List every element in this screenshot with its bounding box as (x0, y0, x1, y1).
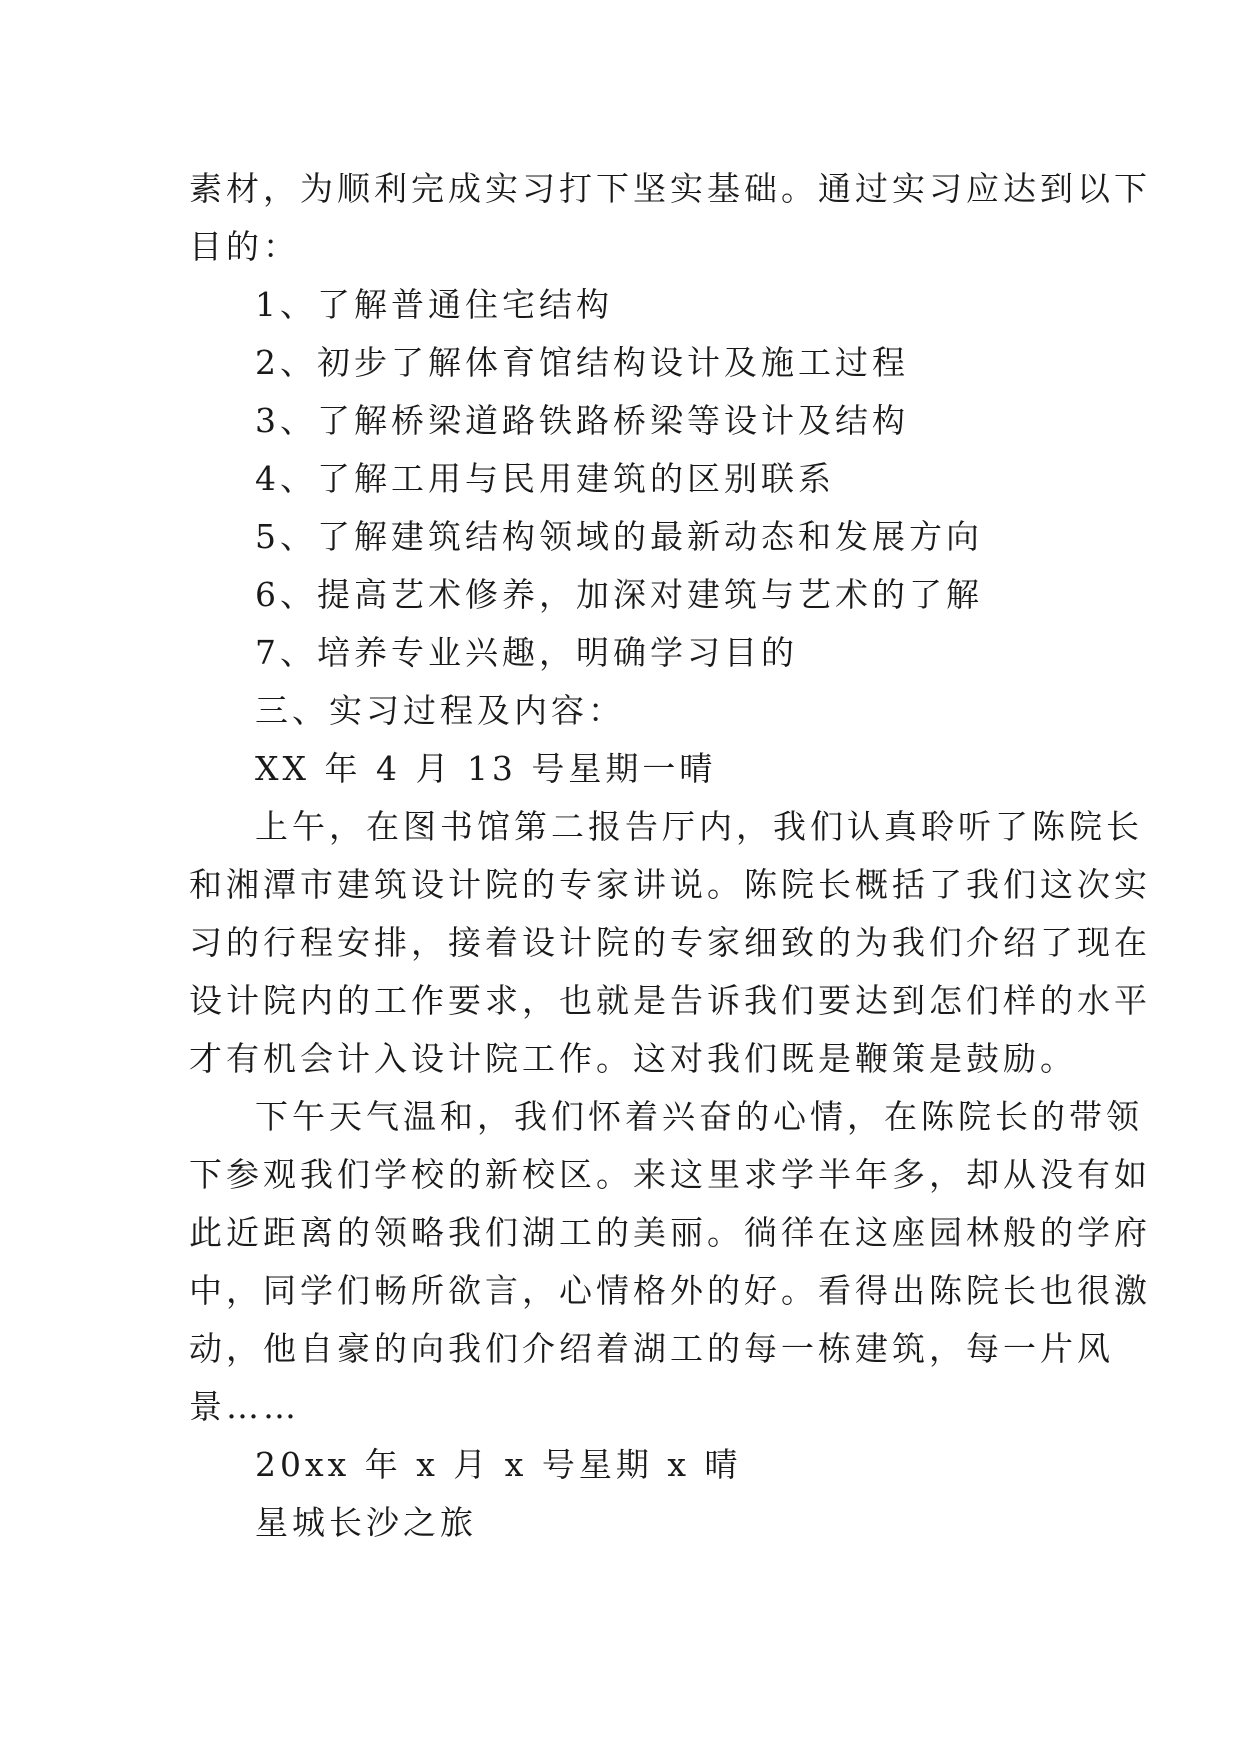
list-item: 2、初步了解体育馆结构设计及施工过程 (255, 343, 909, 382)
paragraph-line: 习的行程安排，接着设计院的专家细致的为我们介绍了现在 (189, 923, 1151, 962)
section-heading: 三、实习过程及内容： (255, 691, 625, 730)
paragraph-line: 和湘潭市建筑设计院的专家讲说。陈院长概括了我们这次实 (189, 865, 1151, 904)
paragraph-line: 下参观我们学校的新校区。来这里求学半年多，却从没有如 (189, 1155, 1151, 1194)
paragraph-line: 目的： (189, 227, 300, 266)
document-body (189, 160, 1151, 1552)
paragraph-line: 景…… (189, 1387, 300, 1426)
paragraph-line: 动，他自豪的向我们介绍着湖工的每一栋建筑，每一片风 (189, 1329, 1114, 1368)
section-heading: 星城长沙之旅 (255, 1503, 477, 1542)
paragraph-line: 中，同学们畅所欲言，心情格外的好。看得出陈院长也很激 (189, 1271, 1151, 1310)
list-item: 1、了解普通住宅结构 (255, 285, 613, 324)
list-item: 5、了解建筑结构领域的最新动态和发展方向 (255, 517, 983, 556)
paragraph-line: 上午，在图书馆第二报告厅内，我们认真聆听了陈院长 (255, 807, 1143, 846)
paragraph-line: 素材，为顺利完成实习打下坚实基础。通过实习应达到以下 (189, 169, 1151, 208)
list-item: 3、了解桥梁道路铁路桥梁等设计及结构 (255, 401, 909, 440)
date-heading: 20xx 年 x 月 x 号星期 x 晴 (255, 1445, 742, 1484)
paragraph-line: 此近距离的领略我们湖工的美丽。徜徉在这座园林般的学府 (189, 1213, 1151, 1252)
date-heading: XX 年 4 月 13 号星期一晴 (255, 749, 717, 788)
paragraph-line: 设计院内的工作要求，也就是告诉我们要达到怎们样的水平 (189, 981, 1151, 1020)
list-item: 6、提高艺术修养，加深对建筑与艺术的了解 (255, 575, 983, 614)
list-item: 7、培养专业兴趣，明确学习目的 (255, 633, 798, 672)
paragraph-line: 下午天气温和，我们怀着兴奋的心情，在陈院长的带领 (255, 1097, 1143, 1136)
list-item: 4、了解工用与民用建筑的区别联系 (255, 459, 835, 498)
paragraph-line: 才有机会计入设计院工作。这对我们既是鞭策是鼓励。 (189, 1039, 1077, 1078)
